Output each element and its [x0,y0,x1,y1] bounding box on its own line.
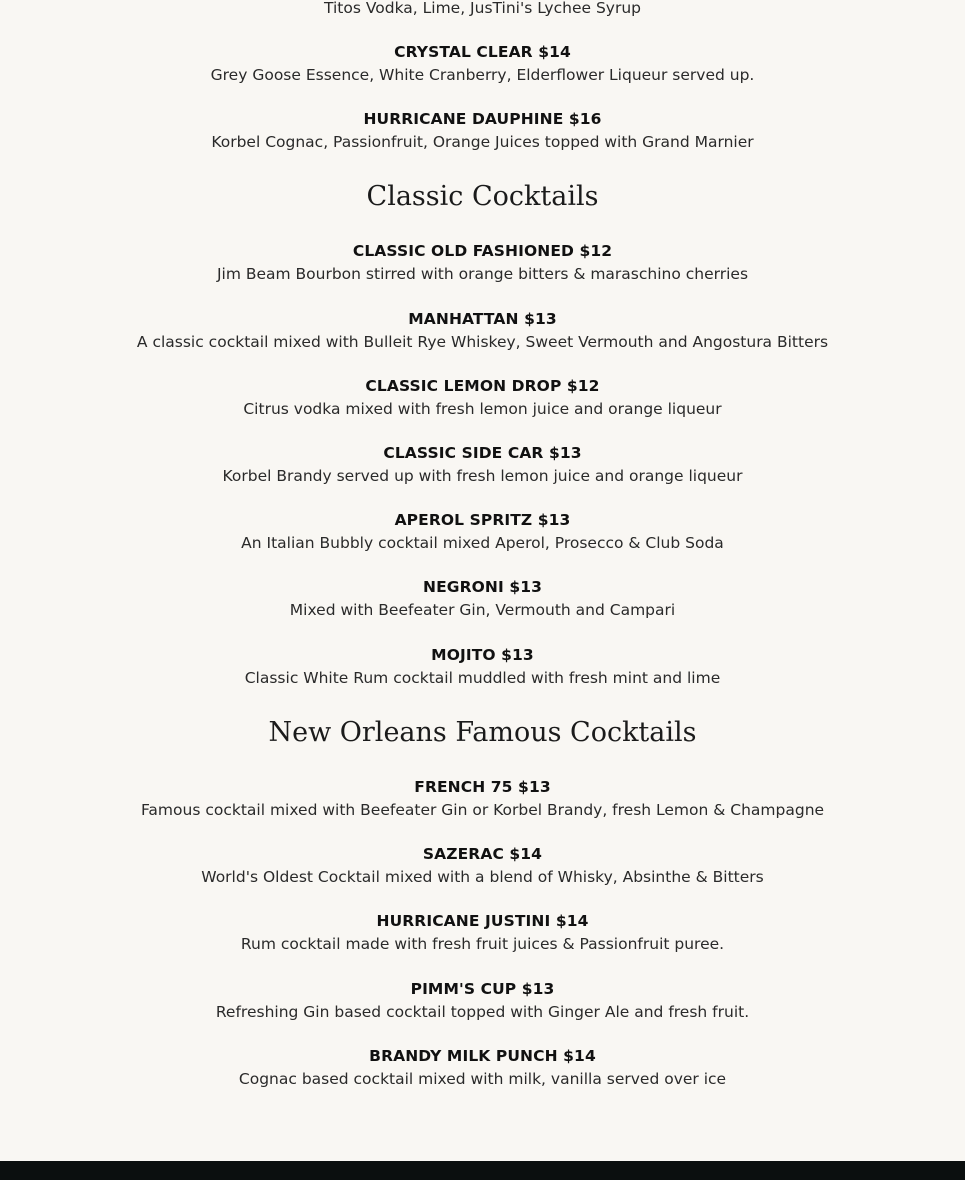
list-item [0,645,965,688]
list-item [0,376,965,419]
item-description: Jim Beam Bourbon stirred with orange bitters & maraschino cherries [216,265,749,283]
list-item [0,777,965,820]
item-title: CLASSIC LEMON DROP $12 [365,377,600,395]
item-title: PIMM'S CUP $13 [410,980,555,998]
list-item [0,109,965,152]
list-item [0,844,965,887]
list-item [0,577,965,620]
item-description: Korbel Cognac, Passionfruit, Orange Juices topped with Grand Marnier [211,133,754,151]
item-description: Mixed with Beefeater Gin, Vermouth and Campari [289,601,676,619]
item-title: NEGRONI $13 [423,578,542,596]
list-item [0,911,965,954]
footer-bar [0,1161,965,1180]
section-heading-classic: Classic Cocktails [366,181,599,212]
item-description: Korbel Brandy served up with fresh lemon juice and orange liqueur [222,467,743,485]
section-heading-new-orleans: New Orleans Famous Cocktails [268,717,697,748]
item-description: Grey Goose Essence, White Cranberry, Elderflower Liqueur served up. [210,66,755,84]
list-item [0,979,965,1022]
list-item [0,510,965,553]
item-title: CLASSIC OLD FASHIONED $12 [352,242,613,260]
list-item [0,0,965,18]
item-description: Famous cocktail mixed with Beefeater Gin or Korbel Brandy, fresh Lemon & Champagne [140,801,825,819]
item-title: HURRICANE JUSTINI $14 [376,912,589,930]
item-description: Citrus vodka mixed with fresh lemon juice and orange liqueur [243,400,722,418]
item-title: MANHATTAN $13 [408,310,557,328]
item-title: HURRICANE DAUPHINE $16 [363,110,602,128]
item-title: APEROL SPRITZ $13 [394,511,571,529]
item-description: World's Oldest Cocktail mixed with a blend of Whisky, Absinthe & Bitters [201,868,764,886]
item-description: Rum cocktail made with fresh fruit juices & Passionfruit puree. [240,935,725,953]
item-title: FRENCH 75 $13 [414,778,551,796]
item-description: Classic White Rum cocktail muddled with fresh mint and lime [244,669,721,687]
item-title: MOJITO $13 [431,646,534,664]
item-description: A classic cocktail mixed with Bulleit Rye Whiskey, Sweet Vermouth and Angostura Bitters [136,333,829,351]
list-item [0,42,965,85]
item-title: BRANDY MILK PUNCH $14 [369,1047,596,1065]
item-description: Cognac based cocktail mixed with milk, vanilla served over ice [238,1070,727,1088]
list-item [0,443,965,486]
item-description: Refreshing Gin based cocktail topped with Ginger Ale and fresh fruit. [215,1003,750,1021]
item-title: SAZERAC $14 [422,845,543,863]
item-title: CRYSTAL CLEAR $14 [394,43,571,61]
list-item [0,241,965,284]
list-item [0,309,965,352]
item-title: CLASSIC SIDE CAR $13 [383,444,582,462]
item-description: An Italian Bubbly cocktail mixed Aperol, Prosecco & Club Soda [241,534,724,552]
list-item [0,1046,965,1089]
item-description: Titos Vodka, Lime, JusTini's Lychee Syrup [323,0,641,17]
